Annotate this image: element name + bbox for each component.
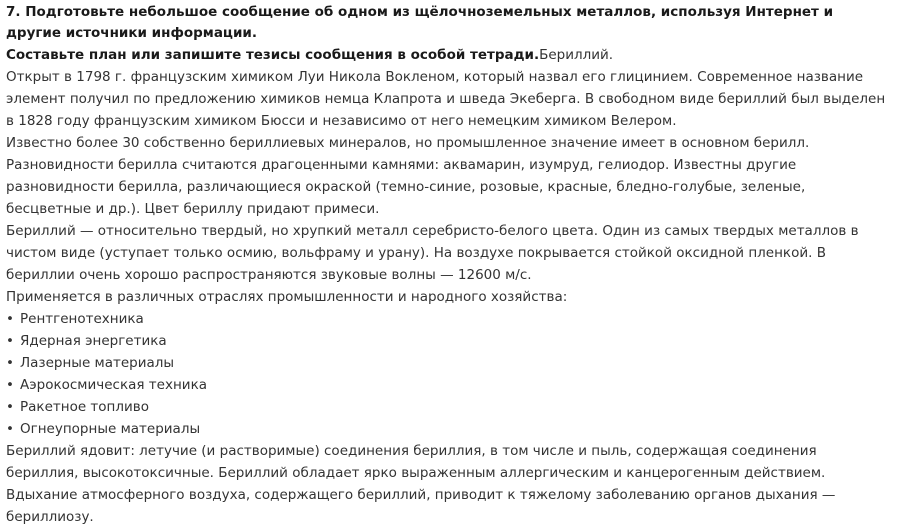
bullet-icon: • (6, 421, 14, 437)
task-heading: 7. Подготовьте небольшое сообщение об одном из щёлочноземельных металлов, используя Интернет и другие источники информации. (6, 4, 834, 41)
list-item-label: Лазерные материалы (20, 355, 175, 371)
list-item (6, 396, 890, 418)
element-name: Бериллий. (539, 47, 614, 63)
bullet-icon: • (6, 311, 14, 327)
bullet-icon: • (6, 399, 14, 415)
list-item (6, 330, 890, 352)
list-item (6, 308, 890, 330)
plan-line (6, 44, 890, 66)
bullet-icon: • (6, 355, 14, 371)
list-item-label: Ядерная энергетика (20, 333, 167, 349)
list-item (6, 418, 890, 440)
list-item-label: Огнеупорные материалы (20, 421, 201, 437)
list-item (6, 374, 890, 396)
paragraph-usage-intro: Применяется в различных отраслях промышленности и народного хозяйства: (6, 289, 568, 305)
uses-list (6, 308, 890, 440)
paragraph-minerals: Известно более 30 собственно бериллиевых минералов, но промышленное значение имеет в основном берилл. Разновидности берилла считаются драгоценными камнями: аквамарин, изумруд, гелиодор. Известны другие разновидности берилла, различающиеся окраской (темно-синие, розовые, красные, бледно-голубые, зеленые, бесцветные и др.). Цвет бериллу придают примеси. (6, 135, 810, 217)
paragraph-toxicity: Бериллий ядовит: летучие (и растворимые) соединения бериллия, в том числе и пыль, содержащая соединения бериллия, высокотоксичные. Бериллий обладает ярко выраженным аллергическим и канцерогенным действием. Вдыхание атмосферного воздуха, содержащего бериллий, приводит к тяжелому заболеванию органов дыхания — бериллиозу. (6, 443, 836, 525)
bullet-icon: • (6, 333, 14, 349)
bullet-icon: • (6, 377, 14, 393)
paragraph-properties: Бериллий — относительно твердый, но хрупкий металл серебристо-белого цвета. Один из самых твердых металлов в чистом виде (уступает только осмию, вольфраму и урану). На воздухе покрывается стойкой оксидной пленкой. В бериллии очень хорошо распространяются звуковые волны — 12600 м/с. (6, 223, 859, 283)
paragraph-history: Открыт в 1798 г. французским химиком Луи Никола Воклeном, который назвал его глицинием. Современное название элемент получил по предложению химиков немца Клапрота и шведа Экеберга. В свободном виде бериллий был выделен в 1828 году французским химиком Бюсси и независимо от него немецким химиком Велером. (6, 69, 886, 129)
list-item-label: Аэрокосмическая техника (20, 377, 207, 393)
list-item-label: Ракетное топливо (20, 399, 149, 415)
list-item-label: Рентгенотехника (20, 311, 144, 327)
list-item (6, 352, 890, 374)
plan-label: Составьте план или запишите тезисы сообщения в особой тетради. (6, 47, 540, 63)
